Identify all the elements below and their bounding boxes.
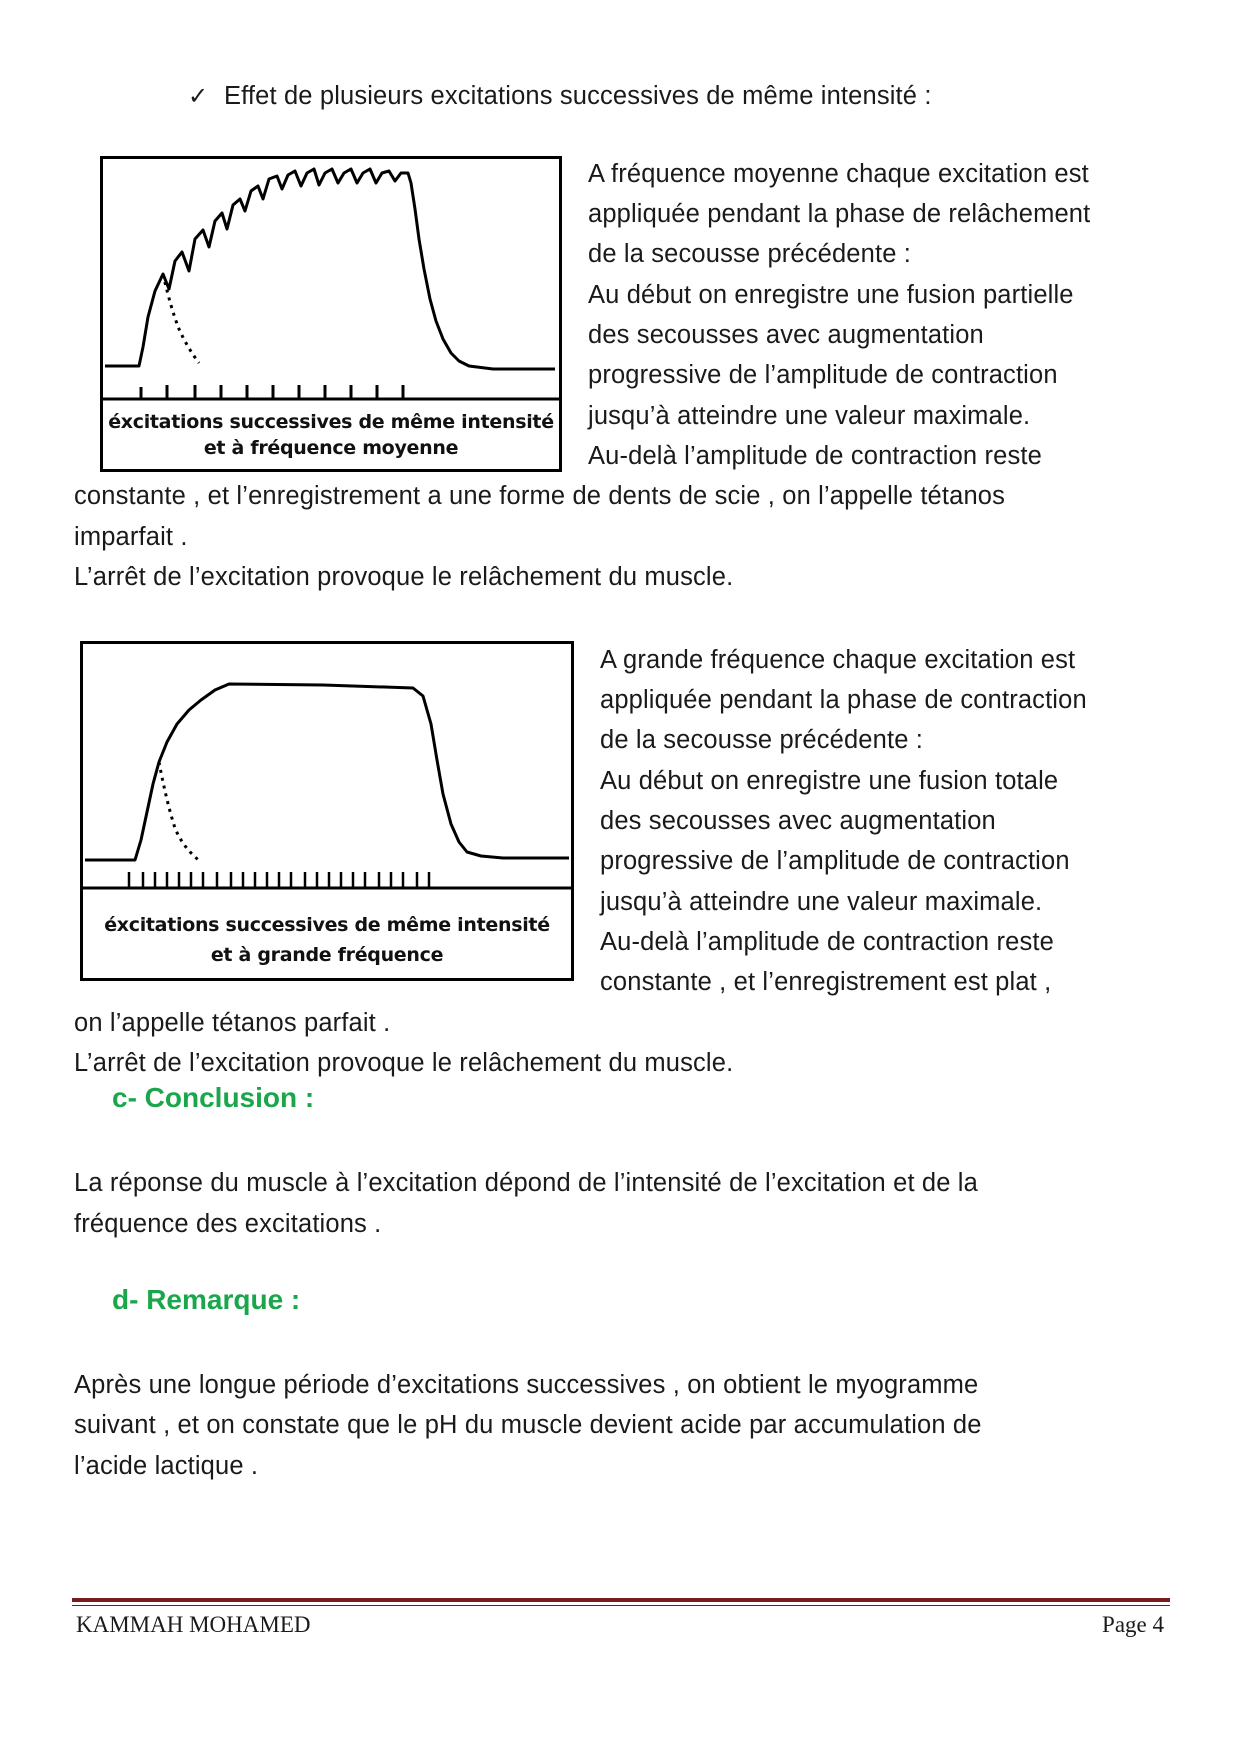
- paragraph1-line: de la secousse précédente :: [588, 240, 912, 268]
- footer-page-number: Page 4: [1102, 1612, 1164, 1637]
- paragraph1-line: des secousses avec augmentation: [588, 321, 984, 349]
- paragraph2-line: de la secousse précédente :: [600, 726, 924, 754]
- paragraph1-line: L’arrêt de l’excitation provoque le relâchement du muscle.: [74, 563, 734, 591]
- bullet-text: Effet de plusieurs excitations successives de même intensité :: [224, 82, 932, 110]
- paragraph1-line: Au début on enregistre une fusion partielle: [588, 281, 1074, 309]
- paragraph2-line: des secousses avec augmentation: [600, 807, 996, 835]
- figure1-caption-line1: éxcitations successives de même intensité: [108, 411, 554, 433]
- paragraph1-line: jusqu’à atteindre une valeur maximale.: [588, 402, 1031, 430]
- conclusion-heading: c- Conclusion :: [112, 1082, 315, 1113]
- paragraph2-line: appliquée pendant la phase de contraction: [600, 686, 1087, 714]
- contraction-trace: [85, 684, 569, 860]
- remarque-line: suivant , et on constate que le pH du muscle devient acide par accumulation de: [74, 1411, 982, 1439]
- paragraph1-line: appliquée pendant la phase de relâchement: [588, 200, 1091, 228]
- contraction-trace: [105, 169, 555, 369]
- remarque-line: l’acide lactique .: [74, 1452, 259, 1480]
- paragraph1-line: progressive de l’amplitude de contraction: [588, 361, 1058, 389]
- paragraph2-line: progressive de l’amplitude de contraction: [600, 847, 1070, 875]
- figure2-caption-line1: éxcitations successives de même intensité: [104, 914, 550, 936]
- paragraph2-line: Au début on enregistre une fusion totale: [600, 767, 1059, 795]
- paragraph2-line: Au-delà l’amplitude de contraction reste: [600, 928, 1054, 956]
- paragraph1-line: imparfait .: [74, 523, 188, 551]
- figure-myogram-high-frequency: [80, 641, 574, 981]
- stimulation-ticks: [141, 385, 403, 399]
- paragraph1-line: Au-delà l’amplitude de contraction reste: [588, 442, 1042, 470]
- footer-rule-thick: [72, 1598, 1170, 1602]
- remarque-line: Après une longue période d’excitations successives , on obtient le myogramme: [74, 1371, 979, 1399]
- figure-myogram-medium-frequency: [100, 156, 562, 472]
- single-twitch-decay: [159, 762, 201, 862]
- paragraph2-line: A grande fréquence chaque excitation est: [600, 646, 1076, 674]
- footer-author: KAMMAH MOHAMED: [76, 1612, 311, 1637]
- paragraph1-line: A fréquence moyenne chaque excitation est: [588, 160, 1089, 188]
- conclusion-line: La réponse du muscle à l’excitation dépond de l’intensité de l’excitation et de la: [74, 1169, 978, 1197]
- check-icon: ✓: [188, 82, 209, 110]
- footer-rule-thin: [72, 1605, 1170, 1606]
- paragraph2-line: constante , et l’enregistrement est plat ,: [600, 968, 1052, 996]
- conclusion-line: fréquence des excitations .: [74, 1210, 382, 1238]
- paragraph1-line: constante , et l’enregistrement a une forme de dents de scie , on l’appelle tétanos: [74, 482, 1006, 510]
- paragraph2-line: on l’appelle tétanos parfait .: [74, 1009, 391, 1037]
- paragraph2-line: L’arrêt de l’excitation provoque le relâchement du muscle.: [74, 1049, 734, 1077]
- figure2-caption-line2: et à grande fréquence: [210, 944, 444, 966]
- stimulation-ticks: [129, 872, 429, 888]
- figure1-caption-line2: et à fréquence moyenne: [203, 437, 459, 459]
- remarque-heading: d- Remarque :: [112, 1284, 301, 1315]
- paragraph2-line: jusqu’à atteindre une valeur maximale.: [600, 888, 1043, 916]
